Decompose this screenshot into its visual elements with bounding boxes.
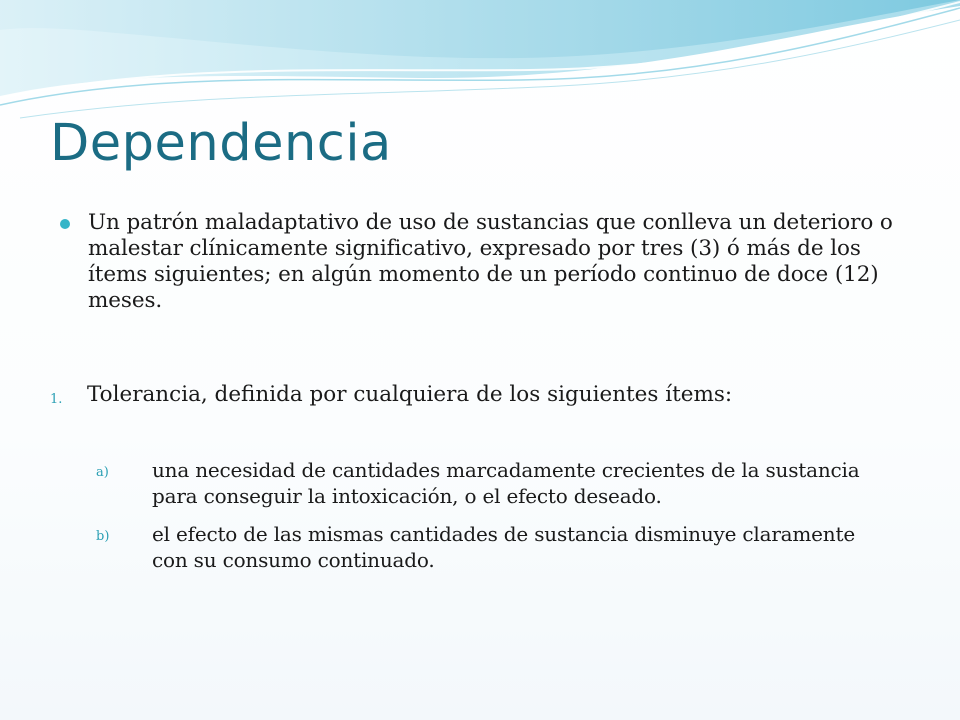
sub-item-b bbox=[96, 521, 886, 573]
slide-title: Dependencia bbox=[50, 114, 392, 173]
main-bullet-text: Un patrón maladaptativo de uso de sustancias que conlleva un deterioro o malestar clínicamente significativo, expresado por tres (3) ó más de los ítems siguientes; en algún momento de un período continuo de doce (12) meses. bbox=[88, 210, 893, 313]
sub-item-marker: a) bbox=[96, 465, 109, 480]
numbered-item-1 bbox=[50, 382, 910, 408]
sub-item-marker: b) bbox=[96, 529, 110, 544]
numbered-marker: 1. bbox=[50, 392, 63, 407]
main-bullet bbox=[60, 210, 900, 314]
bullet-dot-icon bbox=[60, 219, 70, 229]
sub-item-text: el efecto de las mismas cantidades de sustancia disminuye claramente con su consumo continuado. bbox=[152, 522, 855, 572]
sub-item-a bbox=[96, 457, 886, 509]
numbered-item-text: Tolerancia, definida por cualquiera de los siguientes ítems: bbox=[87, 382, 733, 407]
sub-item-text: una necesidad de cantidades marcadamente crecientes de la sustancia para conseguir la intoxicación, o el efecto deseado. bbox=[152, 458, 860, 508]
header-wave-decoration bbox=[0, 0, 960, 130]
